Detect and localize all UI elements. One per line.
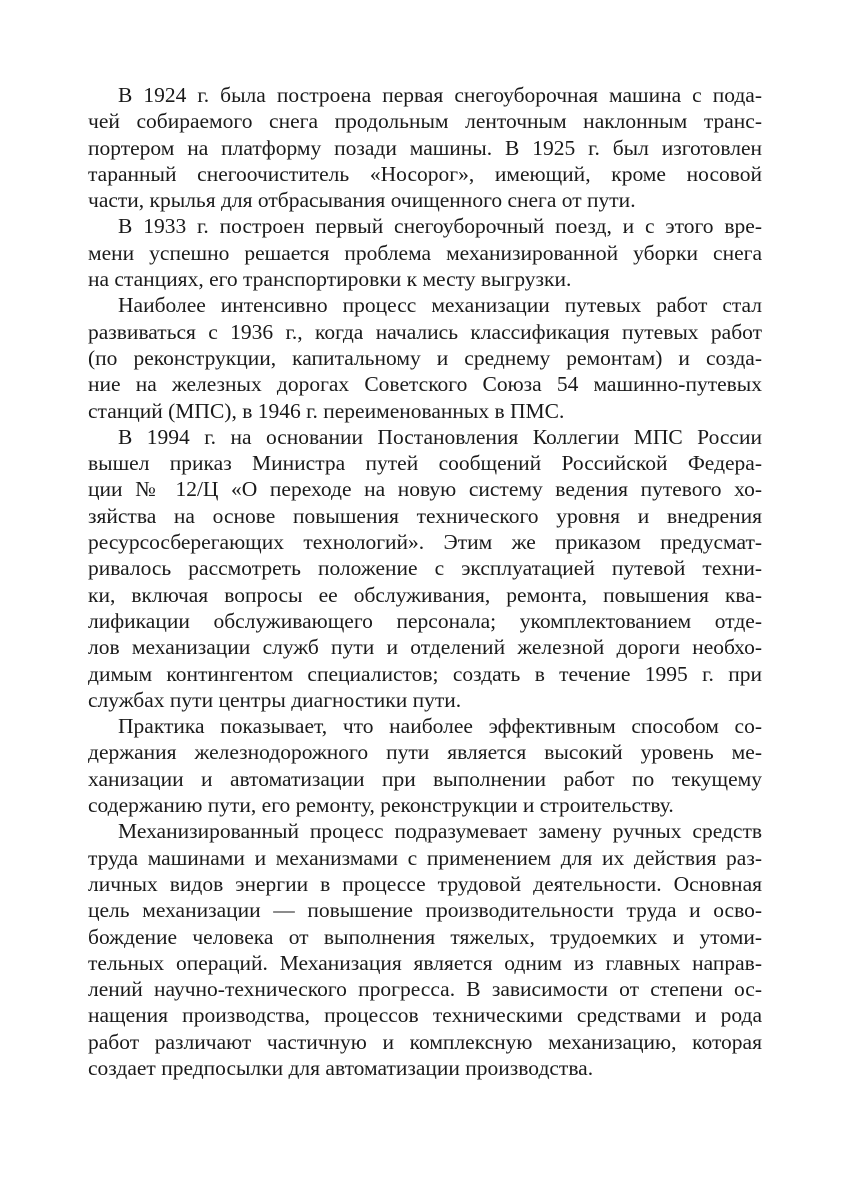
text-line: нащения производства, процессов техническими средствами и рода — [88, 1003, 762, 1028]
paragraph-3 — [88, 292, 762, 423]
text-line: лов механизации служб пути и отделений железной дороги необхо- — [88, 635, 762, 660]
text-line: (по реконструкции, капитальному и среднему ремонтам) и созда- — [88, 345, 762, 370]
text-line: Механизированный процесс подразумевает замену ручных средств — [118, 819, 762, 844]
text-line: тельных операций. Механизация является одним из главных направ- — [88, 950, 762, 975]
text-line: лификации обслуживающего персонала; укомплектованием отде- — [88, 608, 762, 633]
paragraph-5 — [88, 713, 762, 818]
text-line: части, крылья для отбрасывания очищенного снега от пути. — [88, 188, 636, 213]
text-line: на станциях, его транспортировки к месту выгрузки. — [88, 267, 572, 292]
text-line: содержанию пути, его ремонту, реконструкции и строительству. — [88, 793, 674, 818]
text-line: В 1994 г. на основании Постановления Коллегии МПС России — [118, 424, 762, 449]
text-line: личных видов энергии в процессе трудовой деятельности. Основная — [88, 871, 762, 896]
paragraph-2 — [88, 213, 762, 292]
text-line: В 1933 г. построен первый снегоуборочный поезд, и с этого вре- — [118, 214, 762, 239]
text-line: чей собираемого снега продольным ленточным наклонным транс- — [88, 109, 762, 134]
text-line: создает предпосылки для автоматизации производства. — [88, 1055, 594, 1080]
paragraph-4 — [88, 424, 762, 713]
text-line: зяйства на основе повышения технического уровня и внедрения — [88, 503, 762, 528]
text-line: Наиболее интенсивно процесс механизации путевых работ стал — [118, 293, 762, 318]
text-line: вышел приказ Министра путей сообщений Российской Федера- — [88, 451, 762, 476]
text-line: ривалось рассмотреть положение с эксплуатацией путевой техни- — [88, 556, 762, 581]
text-line: ции № 12/Ц «О переходе на новую систему ведения путевого хо- — [88, 477, 762, 502]
text-line: Практика показывает, что наиболее эффективным способом со- — [118, 714, 762, 739]
text-line: лений научно-технического прогресса. В зависимости от степени ос- — [88, 977, 762, 1002]
text-line: ки, включая вопросы ее обслуживания, ремонта, повышения ква- — [88, 582, 762, 607]
text-line: таранный снегоочиститель «Носорог», имеющий, кроме носовой — [88, 161, 762, 186]
paragraph-1 — [88, 82, 762, 213]
text-line: цель механизации — повышение производительности труда и осво- — [88, 898, 762, 923]
text-line: держания железнодорожного пути является высокий уровень ме- — [88, 740, 762, 765]
document-body — [88, 82, 762, 1081]
text-line: развиваться с 1936 г., когда начались классификация путевых работ — [88, 319, 762, 344]
text-line: димым контингентом специалистов; создать в течение 1995 г. при — [88, 661, 762, 686]
text-line: станций (МПС), в 1946 г. переименованных в ПМС. — [88, 398, 565, 423]
text-line: В 1924 г. была построена первая снегоуборочная машина с пода- — [118, 83, 762, 107]
text-line: ресурсосберегающих технологий». Этим же приказом предусмат- — [88, 530, 762, 555]
text-line: работ различают частичную и комплексную механизацию, которая — [88, 1029, 762, 1054]
text-line: мени успешно решается проблема механизированной уборки снега — [88, 240, 762, 265]
text-line: ние на железных дорогах Советского Союза 54 машинно-путевых — [88, 372, 762, 397]
paragraph-6 — [88, 818, 762, 1081]
text-line: труда машинами и механизмами с применением для их действия раз- — [88, 845, 762, 870]
text-line: портером на платформу позади машины. В 1925 г. был изготовлен — [88, 135, 762, 160]
text-line: бождение человека от выполнения тяжелых, трудоемких и утоми- — [88, 924, 762, 949]
text-line: ханизации и автоматизации при выполнении работ по текущему — [88, 766, 762, 791]
text-line: службах пути центры диагностики пути. — [88, 687, 462, 712]
